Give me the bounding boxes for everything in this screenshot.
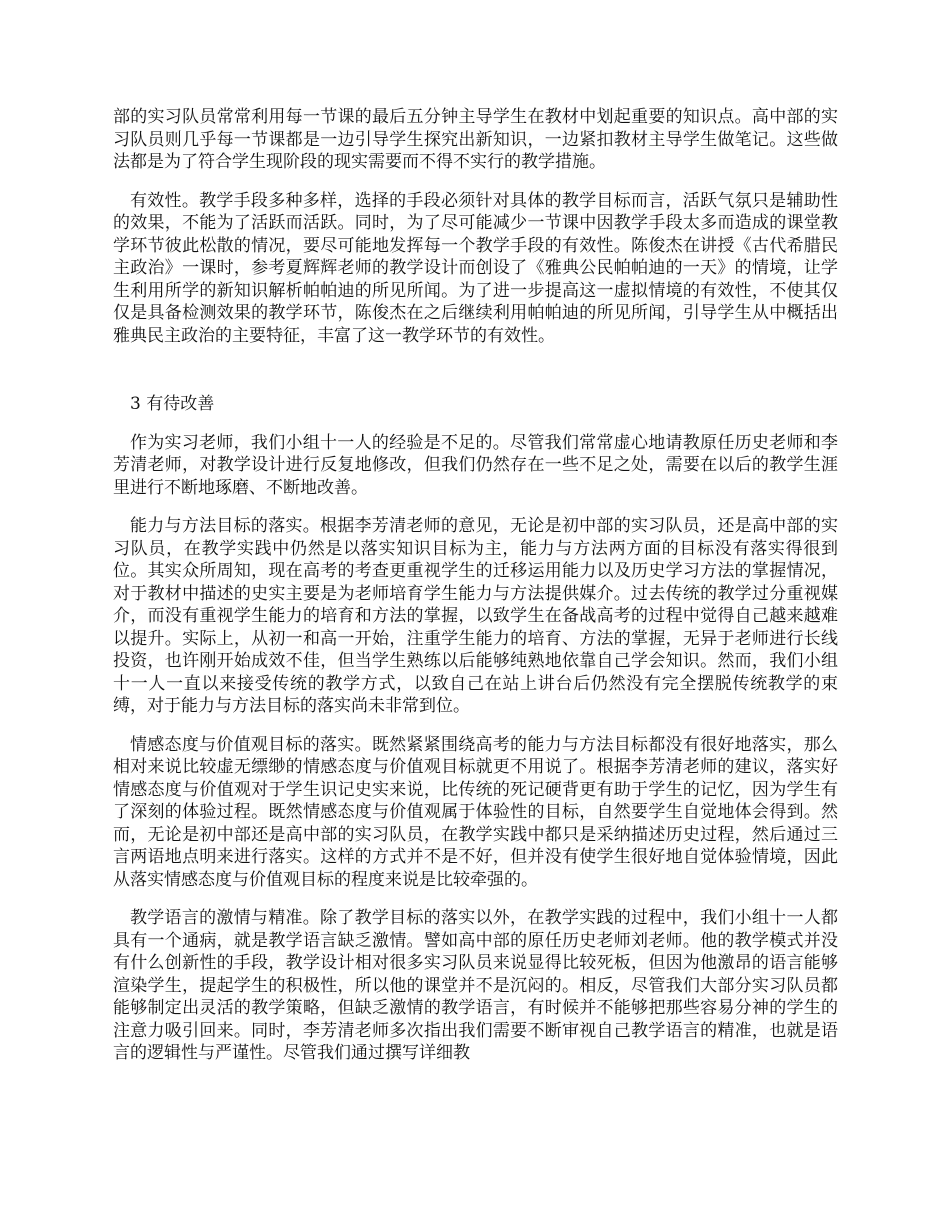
document-page [113, 106, 838, 1065]
paragraph-effectiveness: 有效性。教学手段多种多样，选择的手段必须针对具体的教学目标而言，活跃气氛只是辅助性的效果，不能为了活跃而活跃。同时，为了尽可能减少一节课中因教学手段太多而造成的课堂教学环节彼此松散的情况，要尽可能地发挥每一个教学手段的有效性。陈俊杰在讲授《古代希腊民主政治》一课时，参考夏辉辉老师的教学设计而创设了《雅典公民帕帕迪的一天》的情境，让学生利用所学的新知识解析帕帕迪的所见所闻。为了进一步提高这一虚拟情境的有效性，不使其仅仅是具备检测效果的教学环节，陈俊杰在之后继续利用帕帕迪的所见所闻，引导学生从中概括出雅典民主政治的主要特征，丰富了这一教学环节的有效性。 [113, 190, 838, 346]
paragraph-intro-improvement: 作为实习老师，我们小组十一人的经验是不足的。尽管我们常常虚心地请教原任历史老师和李芳清老师，对教学设计进行反复地修改，但我们仍然存在一些不足之处，需要在以后的教学生涯里进行不断地琢磨、不断地改善。 [113, 432, 838, 498]
section-heading: 3 有待改善 [130, 394, 215, 414]
paragraph-continuation: 部的实习队员常常利用每一节课的最后五分钟主导学生在教材中划起重要的知识点。高中部的实习队员则几乎每一节课都是一边引导学生探究出新知识，一边紧扣教材主导学生做笔记。这些做法都是为了符合学生现阶段的现实需要而不得不实行的教学措施。 [113, 107, 838, 172]
paragraph-teaching-language: 教学语言的激情与精准。除了教学目标的落实以外，在教学实践的过程中，我们小组十一人都具有一个通病，就是教学语言缺乏激情。譬如高中部的原任历史老师刘老师。他的教学模式并没有什么创新性的手段，教学设计相对很多实习队员来说显得比较死板，但因为他激昂的语言能够渲染学生，提起学生的积极性，所以他的课堂并不是沉闷的。相反，尽管我们大部分实习队员都能够制定出灵活的教学策略，但缺乏激情的教学语言，有时候并不能够把那些容易分神的学生的注意力吸引回来。同时，李芳清老师多次指出我们需要不断审视自己教学语言的精准，也就是语言的逻辑性与严谨性。尽管我们通过撰写详细教 [113, 908, 838, 1063]
paragraph-emotion-values: 情感态度与价值观目标的落实。既然紧紧围绕高考的能力与方法目标都没有很好地落实，那么相对来说比较虚无缥缈的情感态度与价值观目标就更不用说了。根据李芳清老师的建议，落实好情感态度与价值观对于学生识记史实来说，比传统的死记硬背更有助于学生的记忆，因为学生有了深刻的体验过程。既然情感态度与价值观属于体验性的目标，自然要学生自觉地体会得到。然而，无论是初中部还是高中部的实习队员，在教学实践中都只是采纳描述历史过程，然后通过三言两语地点明来进行落实。这样的方式并不是不好，但并没有使学生很好地自觉体验情境，因此从落实情感态度与价值观目标的程度来说是比较牵强的。 [113, 734, 838, 890]
paragraph-ability-method: 能力与方法目标的落实。根据李芳清老师的意见，无论是初中部的实习队员，还是高中部的实习队员，在教学实践中仍然是以落实知识目标为主，能力与方法两方面的目标没有落实得很到位。其实众所周知，现在高考的考查更重视学生的迁移运用能力以及历史学习方法的掌握情况，对于教材中描述的史实主要是为老师培育学生能力与方法提供媒介。过去传统的教学过分重视媒介，而没有重视学生能力的培育和方法的掌握，以致学生在备战高考的过程中觉得自己越来越难以提升。实际上，从初一和高一开始，注重学生能力的培育、方法的掌握，无异于老师进行长线投资，也许刚开始成效不佳，但当学生熟练以后能够纯熟地依靠自己学会知识。然而，我们小组十一人一直以来接受传统的教学方式，以致自己在站上讲台后仍然没有完全摆脱传统教学的束缚，对于能力与方法目标的落实尚未非常到位。 [113, 516, 838, 716]
